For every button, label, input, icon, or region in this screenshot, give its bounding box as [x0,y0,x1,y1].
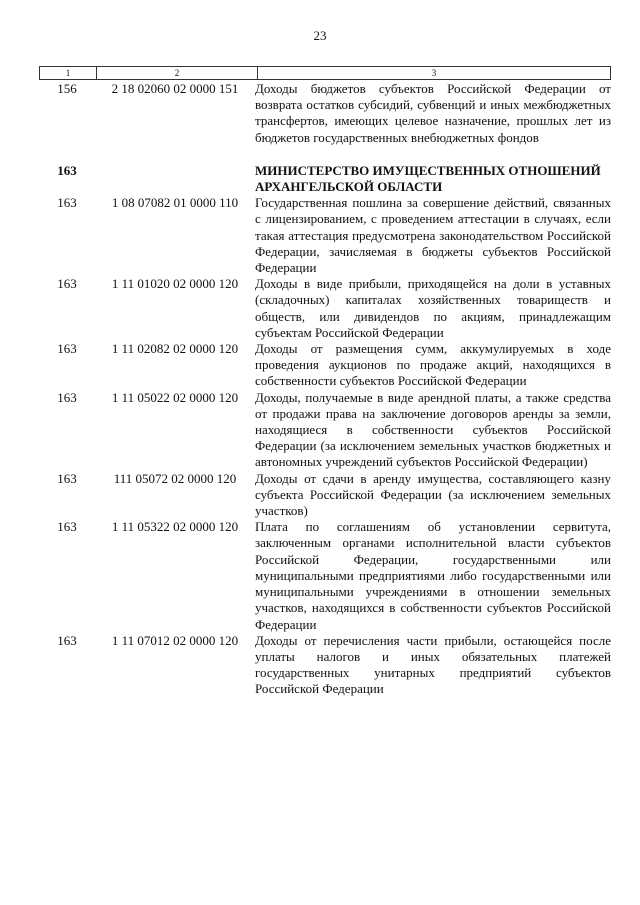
budget-code: 1 11 05022 02 0000 120 [111,389,239,405]
table-row [39,519,611,632]
admin-code: 163 [57,632,77,648]
income-description: Доходы от размещения сумм, аккумулируемых в ходе проведения аукционов по продаже акций, находящихся в собственности субъектов Российской Федерации [255,341,611,389]
budget-code: 2 18 02060 02 0000 151 [111,81,239,96]
admin-code: 163 [57,162,77,178]
table-row [39,633,611,698]
header-col-3: 3 [431,68,437,78]
table-row-section-heading [39,163,611,195]
header-col-2: 2 [97,67,258,79]
table-row [39,390,611,471]
admin-code: 163 [57,341,77,357]
admin-code: 163 [57,519,77,535]
budget-code: 1 11 02082 02 0000 120 [111,341,239,357]
ministry-heading: МИНИСТЕРСТВО ИМУЩЕСТВЕННЫХ ОТНОШЕНИЙ АРХАНГЕЛЬСКОЙ ОБЛАСТИ [255,162,601,195]
admin-code: 163 [57,195,77,211]
income-description: Государственная пошлина за совершение действий, связанных с лицензированием, с проведением аттестации в случаях, если такая аттестация предусмотрена законодательством Российской Федерации, зачисляемая в бюджеты субъектов Российской Федерации [255,195,611,276]
income-description: Доходы от сдачи в аренду имущества, составляющего казну субъекта Российской Федерации (за исключением земельных участков) [255,470,611,519]
table-row [39,471,611,520]
table-row [39,276,611,341]
budget-code [95,163,255,195]
budget-code: 111 05072 02 0000 120 [113,470,237,486]
admin-code: 163 [57,470,77,486]
table-row [39,341,611,390]
budget-code: 1 11 05322 02 0000 120 [111,519,239,535]
budget-code: 1 11 01020 02 0000 120 [111,276,239,292]
income-description: Плата по соглашениям об установлении сервитута, заключенным органами исполнительной власти субъектов Российской Федерации, государственными или муниципальными предприятиями либо государственными или муниципальными учреждениями в отношении земельных участков, находящихся в собственности субъектов Российской Федерации [255,519,611,632]
admin-code: 163 [57,276,77,292]
admin-code: 156 [57,81,77,96]
table-row [39,195,611,276]
budget-code: 1 11 07012 02 0000 120 [111,632,239,648]
table-body [39,81,611,698]
page-number: 23 [313,28,327,43]
income-description: Доходы, получаемые в виде арендной платы, а также средства от продажи права на заключение договоров аренды за земли, находящиеся в собственности субъектов Российской Федерации (за исключением земельных участков бюджетных и автономных учреждений субъектов Российской Федерации) [255,389,611,470]
table-row [39,81,611,146]
admin-code: 163 [57,389,77,405]
budget-code: 1 08 07082 01 0000 110 [111,195,239,211]
income-description: Доходы бюджетов субъектов Российской Федерации от возврата остатков субсидий, субвенций и иных межбюджетных трансфертов, имеющих целевое назначение, прошлых лет из бюджетов государственных внебюджетных фондов [255,81,611,145]
row-gap [39,146,611,163]
header-col-1: 1 [40,67,97,79]
table-header [39,66,611,80]
income-description: Доходы от перечисления части прибыли, остающейся после уплаты налогов и иных обязательных платежей государственных унитарных предприятий субъектов Российской Федерации [255,632,611,697]
income-description: Доходы в виде прибыли, приходящейся на доли в уставных (складочных) капиталах хозяйственных товариществ и обществ, или дивидендов по акциям, принадлежащим субъектам Российской Федерации [255,276,611,340]
